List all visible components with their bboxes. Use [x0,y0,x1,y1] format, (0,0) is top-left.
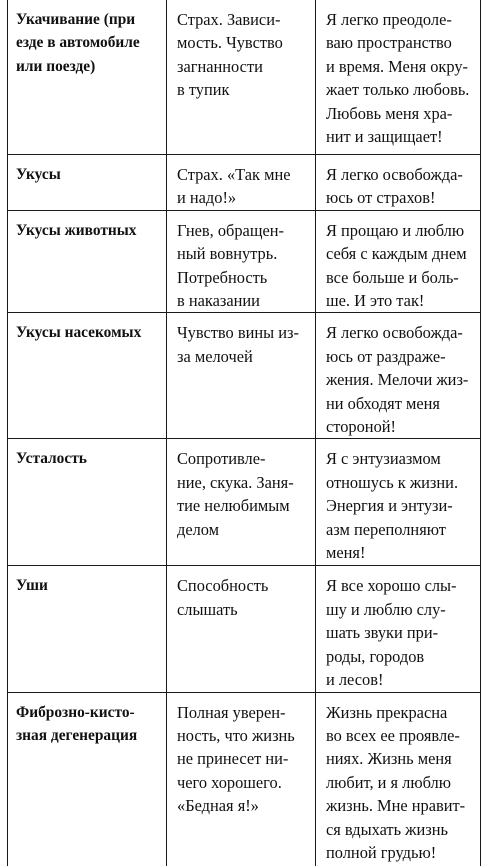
text-line: нит и защищает! [326,127,443,147]
text-line: ваю пространство [326,33,452,53]
text-line: Потребность [177,267,268,287]
affirmation-cell [316,692,481,866]
text-line: Уши [16,577,48,595]
text-line: чего хорошего. [177,772,282,792]
cause-cell [167,155,316,211]
text-line: Сопротивле- [177,449,266,469]
table-row [8,313,481,439]
text-line: ше. И это так! [326,291,425,311]
text-line: полной грудью! [326,842,437,862]
text-line: Я все хорошо слы- [326,576,457,596]
text-line: Любовь меня хра- [326,103,453,123]
table-row [8,566,481,692]
text-line: Укусы [16,166,61,183]
text-line: тие нелюбимым [177,496,290,516]
text-line: делом [177,519,220,539]
text-line: и лесов! [326,670,384,690]
ailments-table [7,0,481,866]
table-row [8,210,481,313]
table-row [8,692,481,866]
text-line: ниях. Жизнь меня [326,749,452,769]
problem-cell [8,566,167,692]
affirmation-cell [316,210,481,313]
text-line: юсь от раздраже- [326,346,446,366]
table-row [8,439,481,566]
cause-cell [167,313,316,439]
text-line: Фиброзно-кисто- [16,703,135,721]
text-line: все больше и боль- [326,267,459,287]
text-line: мость. Чувство [177,33,283,53]
text-line: Я легко освобожда- [326,165,463,184]
text-line: Укусы животных [16,221,137,239]
text-line: в наказании [177,291,260,311]
text-line: Страх. «Так мне [177,165,291,184]
text-line: жает только любовь. [326,80,470,100]
text-line: Я легко преодоле- [326,10,452,29]
affirmation-cell [316,313,481,439]
affirmation-cell [316,155,481,211]
cause-cell [167,439,316,566]
text-line: себя с каждым днем [326,244,467,264]
text-line: Усталость [16,450,87,468]
cause-cell [167,566,316,692]
text-line: «Бедная я!» [177,796,259,816]
text-line: не принесет ни- [177,749,289,769]
text-line: шу и люблю слу- [326,599,446,619]
cause-cell [167,0,316,155]
text-line: ность, что жизнь [177,725,295,745]
text-line: Энергия и энтузи- [326,496,453,516]
text-line: жения. Мелочи жиз- [326,370,469,390]
text-line: Укачивание (при [16,11,136,28]
cause-cell [167,210,316,313]
text-line: и надо!» [177,188,237,208]
affirmation-cell [316,439,481,566]
text-line: юсь от страхов! [326,188,436,208]
text-line: Я прощаю и люблю [326,220,465,240]
text-line: в тупик [177,80,230,100]
problem-cell [8,313,167,439]
text-line: жизнь. Мне нравит- [326,796,466,816]
text-line: Жизнь прекрасна [326,702,448,722]
text-line: зная дегенерация [16,726,138,744]
problem-cell [8,210,167,313]
text-line: меня! [326,543,366,563]
text-line: отношусь к жизни. [326,472,459,492]
text-line: загнанности [177,56,263,76]
affirmation-cell [316,0,481,155]
problem-cell [8,0,167,155]
text-line: шать звуки при- [326,623,439,643]
table-row [8,0,481,155]
text-line: азм переполняют [326,519,446,539]
text-line: ся вдыхать жизнь [326,819,448,839]
problem-cell [8,155,167,211]
text-line: Я с энтузиазмом [326,449,441,469]
text-line: роды, городов [326,646,425,666]
text-line: ни обходят меня [326,393,440,413]
text-line: Чувство вины из- [177,323,299,343]
text-line: и время. Меня окру- [326,56,469,76]
affirmation-cell [316,566,481,692]
text-line: во всех ее проявле- [326,725,460,745]
text-line: Полная уверен- [177,702,286,722]
text-line: Я легко освобожда- [326,323,463,343]
cause-cell [167,692,316,866]
problem-cell [8,439,167,566]
problem-cell [8,692,167,866]
text-line: ние, скука. Заня- [177,472,294,492]
text-line: ный вовнутрь. [177,244,278,264]
text-line: за мелочей [177,346,253,366]
table-row [8,155,481,211]
text-line: или поезде) [16,57,96,75]
text-line: Страх. Зависи- [177,10,281,29]
text-line: езде в автомобиле [16,34,140,52]
text-line: слышать [177,599,238,619]
text-line: Способность [177,576,269,596]
text-line: стороной! [326,417,397,437]
text-line: Гнев, обращен- [177,220,284,240]
text-line: любит, и я люблю [326,772,451,792]
text-line: Укусы насекомых [16,324,142,342]
